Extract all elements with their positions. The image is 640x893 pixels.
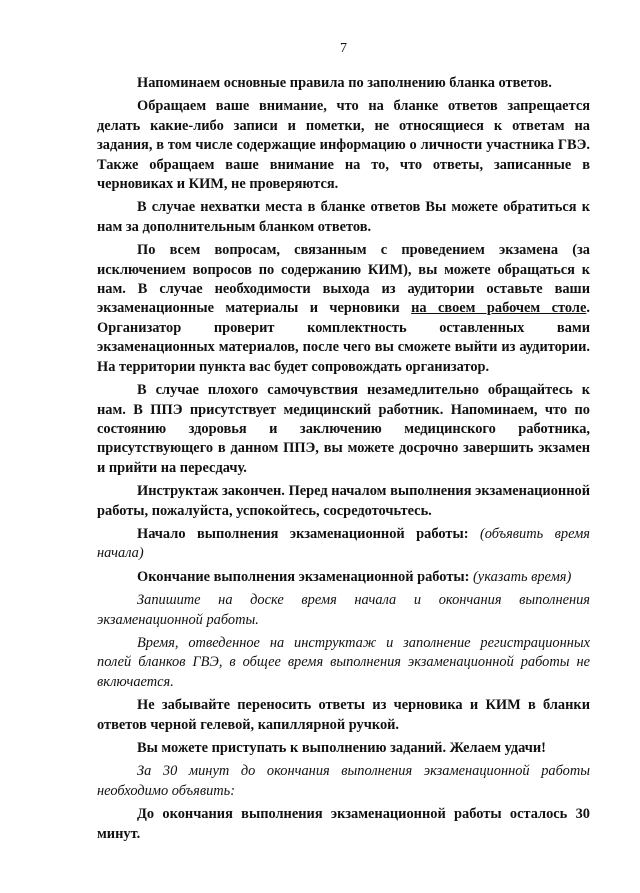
document-page	[97, 40, 590, 848]
end-time-label: Окончание выполнения экзаменационной работы:	[137, 568, 474, 585]
paragraph-answer-sheet-warning: Обращаем ваше внимание, что на бланке ответов запрещается делать какие-либо записи и пометки, не относящиеся к ответам на задания, в том числе содержащие информацию о личности участника ГВЭ. Также обращаем ваше внимание на то, что ответы, записанные в черновиках и КИМ, не проверяются.	[97, 98, 590, 193]
paragraph-start-time	[97, 525, 590, 564]
start-time-label: Начало выполнения экзаменационной работы:	[137, 525, 480, 542]
page-number: 7	[340, 41, 347, 56]
paragraph-end-time	[97, 568, 590, 587]
paragraph-briefing-time-note: Время, отведенное на инструктаж и заполнение регистрационных полей бланков ГВЭ, в общее время выполнения экзаменационной работы не включается.	[97, 634, 590, 690]
paragraph-write-on-board: Запишите на доске время начала и окончания выполнения экзаменационной работы.	[97, 592, 590, 628]
paragraph-additional-sheet: В случае нехватки места в бланке ответов Вы можете обратиться к нам за дополнительным бланком ответов.	[97, 199, 590, 235]
end-time-instruction: (указать время)	[473, 568, 572, 585]
paragraph-30-min-instruction: За 30 минут до окончания выполнения экзаменационной работы необходимо объявить:	[97, 763, 590, 799]
paragraph-health: В случае плохого самочувствия незамедлительно обращайтесь к нам. В ППЭ присутствует медицинский работник. Напоминаем, что по состоянию здоровья и заключению медицинского работника, присутствующего в данном ППЭ, вы можете досрочно завершить экзамен и прийти на пересдачу.	[97, 382, 590, 476]
paragraph-transfer-answers: Не забывайте переносить ответы из черновика и КИМ в бланки ответов черной гелевой, капиллярной ручкой.	[97, 697, 590, 733]
start-time-instruction: (объявить время начала)	[97, 525, 590, 562]
paragraph-briefing-finished: Инструктаж закончен. Перед началом выполнения экзаменационной работы, пожалуйста, успокойтесь, сосредоточьтесь.	[97, 483, 590, 519]
paragraph-good-luck: Вы можете приступать к выполнению заданий. Желаем удачи!	[137, 740, 546, 756]
underlined-desk-phrase: на своем рабочем столе	[411, 300, 587, 317]
paragraph-questions-part-b: . Организатор проверит комплектность оставленных вами экзаменационных материалов, после чего вы сможете выйти из аудитории. На территории пункта вас будет сопровождать организатор.	[97, 300, 590, 375]
paragraph-questions-part-a: По всем вопросам, связанным с проведением экзамена (за исключением вопросов по содержанию КИМ), вы можете обращаться к нам. В случае необходимости выхода из аудитории оставьте ваши экзаменационные материалы и черновики	[97, 242, 590, 317]
paragraph-questions-and-exit	[97, 241, 590, 377]
paragraph-30-min-announcement: До окончания выполнения экзаменационной работы осталось 30 минут.	[97, 806, 590, 842]
paragraph-rules-intro: Напоминаем основные правила по заполнению бланка ответов.	[137, 75, 552, 91]
